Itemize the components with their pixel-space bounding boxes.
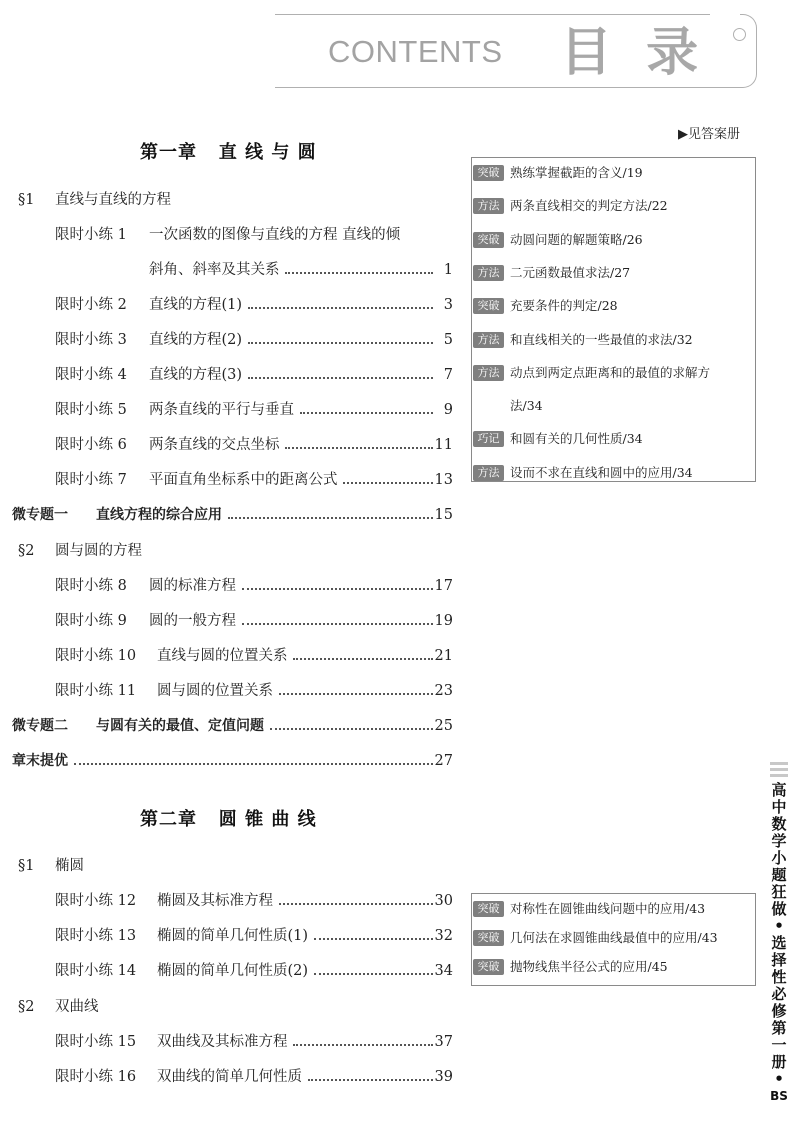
exercise-title: 两条直线的平行与垂直	[149, 402, 294, 418]
page-number: 9	[443, 402, 453, 418]
exercise-title: 直线的方程(2)	[149, 332, 243, 348]
page-number: 30	[434, 893, 453, 909]
spine-char: 做	[771, 900, 787, 918]
chapter-1-title: 第一章 直 线 与 圆	[140, 142, 317, 163]
tip-text: 动点到两定点距离和的最值的求解方	[510, 364, 711, 380]
exercise-title: 双曲线及其标准方程	[157, 1034, 288, 1050]
exercise-title: 椭圆及其标准方程	[157, 893, 273, 909]
tip-text: 对称性在圆锥曲线问题中的应用/43	[510, 901, 706, 916]
exercise-title: 椭圆的简单几何性质(2)	[157, 963, 309, 979]
exercise-label: 限时小练 7	[55, 472, 127, 488]
exercise-label: 限时小练 10	[55, 648, 137, 664]
spine-char: 册	[771, 1053, 787, 1071]
spine-char: 中	[771, 798, 787, 816]
spine-char: 选	[771, 934, 787, 952]
chapter-1-sidebar-box	[471, 157, 756, 482]
exercise-label: 限时小练 14	[55, 963, 137, 979]
exercise-title: 平面直角坐标系中的距离公式	[149, 472, 338, 488]
page-number: 11	[434, 437, 453, 453]
section-title: 椭圆	[55, 858, 84, 874]
exercise-label: 限时小练 12	[55, 893, 137, 909]
section-label: §1	[18, 858, 35, 874]
tip-tag-badge: 突破	[473, 901, 504, 917]
exercise-title: 直线方程的综合应用	[96, 507, 222, 523]
spine-char: •	[774, 917, 784, 935]
spine-char: 学	[771, 832, 787, 850]
exercise-title: 圆与圆的位置关系	[157, 683, 273, 699]
page-number: 5	[443, 332, 453, 348]
page-number: 7	[443, 367, 453, 383]
tip-tag-badge: 突破	[473, 930, 504, 946]
exercise-title: 椭圆的简单几何性质(1)	[157, 928, 309, 944]
header-circle-ornament	[733, 28, 746, 41]
page-number: 1	[443, 262, 453, 278]
chapter-2-title: 第二章 圆 锥 曲 线	[140, 809, 317, 830]
tip-text: 充要条件的判定/28	[510, 298, 618, 314]
exercise-title: 一次函数的图像与直线的方程 直线的倾	[149, 227, 401, 243]
chapter-2-sidebar-box	[471, 893, 756, 986]
page-number: 15	[434, 507, 453, 523]
tip-text: 抛物线焦半径公式的应用/45	[510, 959, 668, 974]
header-frame-gap	[710, 10, 740, 20]
spine-char: 数	[771, 815, 787, 833]
spine-char: 高	[771, 781, 787, 799]
tip-tag-badge: 方法	[473, 332, 504, 348]
exercise-title: 两条直线的交点坐标	[149, 437, 280, 453]
exercise-label: 微专题一	[12, 507, 68, 523]
exercise-title: 双曲线的简单几何性质	[157, 1069, 302, 1085]
exercise-label: 限时小练 4	[55, 367, 127, 383]
exercise-label: 限时小练 13	[55, 928, 137, 944]
exercise-label: 限时小练 11	[55, 683, 137, 699]
exercise-title: 直线的方程(1)	[149, 297, 243, 313]
tip-text: 法/34	[510, 398, 543, 414]
page-number: 27	[434, 753, 453, 769]
section-title: 直线与直线的方程	[55, 192, 171, 208]
tip-text: 熟练掌握截距的含义/19	[510, 165, 643, 180]
spine-dashes	[770, 762, 788, 780]
section-label: §1	[18, 192, 35, 208]
exercise-label: 章末提优	[12, 753, 68, 769]
exercise-label: 限时小练 3	[55, 332, 127, 348]
tip-tag-badge: 巧记	[473, 431, 504, 447]
exercise-label: 限时小练 2	[55, 297, 127, 313]
section-title: 双曲线	[55, 999, 99, 1015]
tip-tag-badge: 方法	[473, 265, 504, 281]
section-label: §2	[18, 999, 35, 1015]
spine-char: 题	[771, 866, 787, 884]
tip-text: 几何法在求圆锥曲线最值中的应用/43	[510, 930, 718, 945]
tip-tag-badge: 突破	[473, 959, 504, 975]
spine-char: 一	[771, 1036, 787, 1054]
spine-char: 第	[771, 1019, 787, 1037]
page-number: 3	[443, 297, 453, 313]
exercise-label: 限时小练 1	[55, 227, 127, 243]
tip-tag-badge: 方法	[473, 465, 504, 481]
exercise-title: 斜角、斜率及其关系	[149, 262, 280, 278]
tip-text: 两条直线相交的判定方法/22	[510, 198, 668, 214]
page-number: 17	[434, 578, 453, 594]
spine-char: BS	[770, 1089, 788, 1103]
page-number: 39	[434, 1069, 453, 1085]
exercise-label: 限时小练 8	[55, 578, 127, 594]
tip-tag-badge: 突破	[473, 298, 504, 314]
section-title: 圆与圆的方程	[55, 543, 142, 559]
page-number: 13	[434, 472, 453, 488]
page-number: 21	[434, 648, 453, 664]
page-number: 32	[434, 928, 453, 944]
page-number: 25	[434, 718, 453, 734]
page-number: 23	[434, 683, 453, 699]
exercise-label: 限时小练 15	[55, 1034, 137, 1050]
answer-note: ▶见答案册	[678, 127, 740, 142]
spine-char: 必	[771, 985, 787, 1003]
contents-label: CONTENTS	[328, 34, 503, 69]
exercise-title: 圆的标准方程	[149, 578, 236, 594]
exercise-label: 限时小练 9	[55, 613, 127, 629]
page-number: 37	[434, 1034, 453, 1050]
exercise-title: 圆的一般方程	[149, 613, 236, 629]
spine-char: 狂	[771, 883, 787, 901]
tip-tag-badge: 方法	[473, 198, 504, 214]
tip-text: 和圆有关的几何性质/34	[510, 431, 643, 447]
spine-char: 择	[771, 951, 787, 969]
tip-text: 和直线相关的一些最值的求法/32	[510, 331, 693, 347]
tip-tag-badge: 突破	[473, 232, 504, 248]
spine-char: •	[774, 1070, 784, 1088]
exercise-label: 限时小练 6	[55, 437, 127, 453]
page-number: 19	[434, 613, 453, 629]
mulu-label: 目 录	[560, 23, 707, 83]
tip-text: 动圆问题的解题策略/26	[510, 231, 643, 247]
tip-text: 设而不求在直线和圆中的应用/34	[510, 464, 693, 480]
section-label: §2	[18, 543, 35, 559]
spine-char: 修	[771, 1002, 787, 1020]
exercise-title: 与圆有关的最值、定值问题	[96, 718, 264, 734]
spine-char: 小	[771, 849, 787, 867]
exercise-title: 直线的方程(3)	[149, 367, 243, 383]
exercise-label: 限时小练 5	[55, 402, 127, 418]
book-spine-title	[768, 782, 790, 1105]
page-number: 34	[434, 963, 453, 979]
tip-tag-badge: 突破	[473, 165, 504, 181]
spine-char: 性	[771, 968, 787, 986]
tip-tag-badge: 方法	[473, 365, 504, 381]
tip-text: 二元函数最值求法/27	[510, 264, 631, 280]
leader-dots	[74, 763, 433, 765]
exercise-label: 微专题二	[12, 718, 68, 734]
exercise-label: 限时小练 16	[55, 1069, 137, 1085]
exercise-title: 直线与圆的位置关系	[157, 648, 288, 664]
